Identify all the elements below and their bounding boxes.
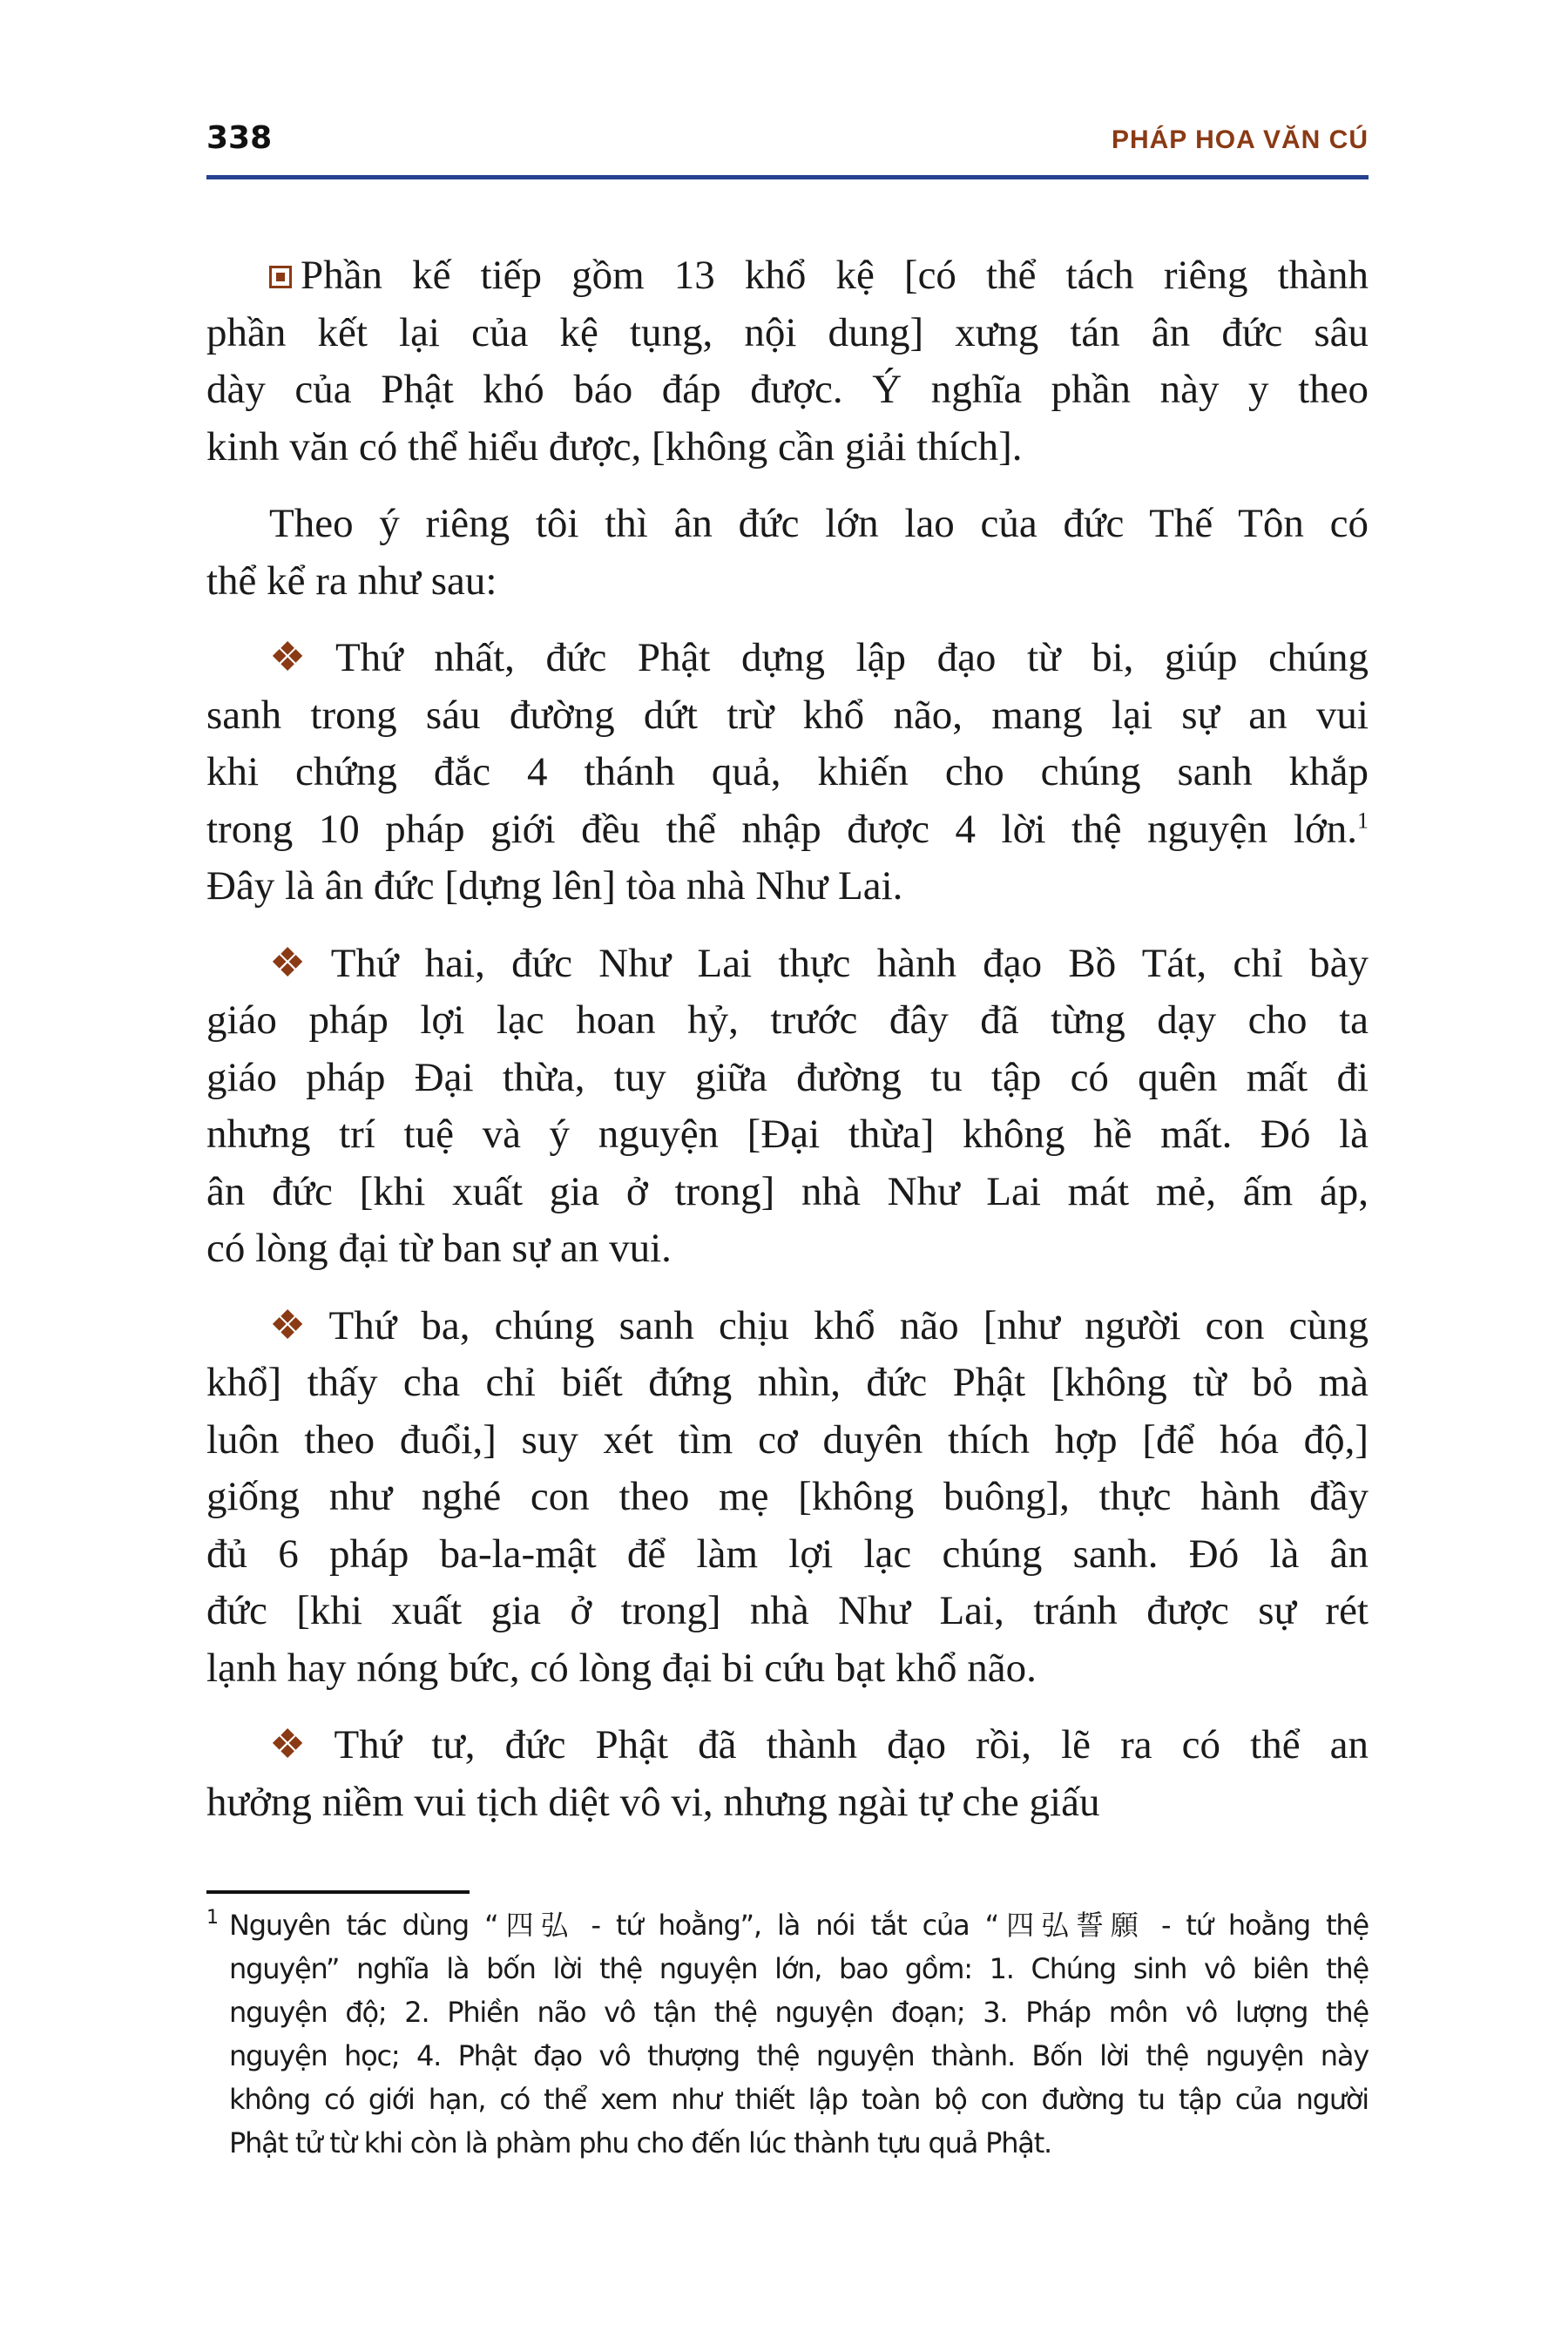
line-text: có lòng đại từ ban sự an vui.	[206, 1226, 672, 1271]
diamond-bullet-icon: ❖	[269, 635, 327, 680]
line-text: nhưng trí tuệ và ý nguyện [Đại thừa] không hề mất. Đó là	[206, 1112, 1369, 1157]
line-text: Thứ ba, chúng sanh chịu khổ não [như người con cùng	[328, 1302, 1369, 1348]
text-line	[206, 630, 1369, 687]
text-line	[206, 1164, 1369, 1221]
paragraph	[206, 496, 1369, 610]
text-line	[206, 1583, 1369, 1640]
header-rule	[206, 175, 1369, 179]
footnote-line: nguyện học; 4. Phật đạo vô thượng thệ nguyện thành. Bốn lời thệ nguyện này	[229, 2039, 1369, 2072]
body-text	[206, 247, 1369, 1851]
line-text: Thứ nhất, đức Phật dựng lập đạo từ bi, giúp chúng	[335, 635, 1369, 680]
text-line	[206, 553, 1369, 611]
line-text: đức [khi xuất gia ở trong] nhà Như Lai, tránh được sự rét	[206, 1588, 1369, 1633]
line-text: dày của Phật khó báo đáp được. Ý nghĩa phần này y theo	[206, 367, 1369, 412]
text-line	[206, 247, 1369, 305]
line-text: Đây là ân đức [dựng lên] tòa nhà Như Lai.	[206, 863, 903, 909]
line-text: sanh trong sáu đường dứt trừ khổ não, mang lại sự an vui	[206, 692, 1369, 738]
page-number: 338	[206, 120, 273, 156]
text-line	[206, 1717, 1369, 1774]
line-text: đủ 6 pháp ba-la-mật để làm lợi lạc chúng sanh. Đó là ân	[206, 1531, 1369, 1577]
text-line	[206, 1774, 1369, 1832]
running-title: PHÁP HOA VĂN CÚ	[1111, 125, 1369, 154]
text-line	[206, 1355, 1369, 1412]
text-line	[206, 687, 1369, 745]
text-line	[206, 419, 1369, 476]
line-text: Phần kế tiếp gồm 13 khổ kệ [có thể tách riêng thành	[301, 253, 1369, 298]
text-line	[206, 858, 1369, 916]
footnote-separator	[206, 1890, 470, 1894]
text-line	[206, 1106, 1369, 1164]
line-text: Thứ tư, đức Phật đã thành đạo rồi, lẽ ra có thể an	[334, 1722, 1369, 1767]
text-line	[206, 1469, 1369, 1526]
text-line	[206, 1526, 1369, 1584]
line-text: giáo pháp lợi lạc hoan hỷ, trước đây đã từng dạy cho ta	[206, 997, 1369, 1043]
text-line	[206, 992, 1369, 1050]
text-line	[206, 801, 1369, 859]
paragraph	[206, 247, 1369, 476]
footnote	[206, 1903, 1369, 2165]
line-text: khổ] thấy cha chỉ biết đứng nhìn, đức Phật [không từ bỏ mà	[206, 1360, 1369, 1405]
text-line	[206, 936, 1369, 993]
text-line	[206, 362, 1369, 419]
line-text: giống như nghé con theo mẹ [không buông], thực hành đầy	[206, 1474, 1369, 1519]
diamond-bullet-icon: ❖	[269, 1302, 321, 1348]
text-line	[206, 1640, 1369, 1698]
diamond-bullet-icon: ❖	[269, 940, 322, 986]
footnote-line: nguyện độ; 2. Phiền não vô tận thệ nguyện đoạn; 3. Pháp môn vô lượng thệ	[229, 1996, 1369, 2029]
line-text: luôn theo đuổi,] suy xét tìm cơ duyên thích hợp [để hóa độ,]	[206, 1416, 1369, 1463]
line-text: khi chứng đắc 4 thánh quả, khiến cho chúng sanh khắp	[206, 749, 1369, 794]
text-line	[206, 1220, 1369, 1278]
line-text: giáo pháp Đại thừa, tuy giữa đường tu tập có quên mất đi	[206, 1054, 1369, 1100]
footnote-line: Nguyên tác dùng “四弘 - tứ hoằng”, là nói tắt của “四弘誓願 - tứ hoằng thệ	[229, 1909, 1369, 1942]
text-line	[206, 1412, 1369, 1470]
footnote-ref[interactable]: 1	[1357, 807, 1369, 833]
text-line	[206, 496, 1369, 553]
line-text: kinh văn có thể hiểu được, [không cần giải thích].	[206, 423, 1023, 470]
square-bullet-icon	[269, 266, 292, 288]
line-text: Thứ hai, đức Như Lai thực hành đạo Bồ Tát, chỉ bày	[330, 940, 1369, 986]
text-line	[206, 744, 1369, 801]
footnote-line: nguyện” nghĩa là bốn lời thệ nguyện lớn, bao gồm: 1. Chúng sinh vô biên thệ	[229, 1952, 1369, 1985]
footnote-line: không có giới hạn, có thể xem như thiết lập toàn bộ con đường tu tập của người	[229, 2083, 1369, 2116]
paragraph	[206, 936, 1369, 1278]
paragraph	[206, 1717, 1369, 1831]
diamond-bullet-icon: ❖	[269, 1722, 326, 1767]
footnote-line: Phật tử từ khi còn là phàm phu cho đến lúc thành tựu quả Phật.	[229, 2126, 1052, 2159]
line-text: Theo ý riêng tôi thì ân đức lớn lao của đức Thế Tôn có	[269, 501, 1369, 546]
text-line	[206, 305, 1369, 362]
line-text: trong 10 pháp giới đều thể nhập được 4 lời thệ nguyện lớn.	[206, 806, 1357, 852]
line-text: phần kết lại của kệ tụng, nội dung] xưng tán ân đức sâu	[206, 309, 1369, 355]
line-text: lạnh hay nóng bức, có lòng đại bi cứu bạt khổ não.	[206, 1645, 1037, 1691]
footnote-mark: 1	[206, 1907, 218, 1929]
text-line	[206, 1050, 1369, 1107]
line-text: ân đức [khi xuất gia ở trong] nhà Như Lai mát mẻ, ấm áp,	[206, 1168, 1369, 1214]
line-text: hưởng niềm vui tịch diệt vô vi, nhưng ngài tự che giấu	[206, 1779, 1100, 1825]
line-text: thể kể ra như sau:	[206, 558, 497, 604]
text-line	[206, 1298, 1369, 1355]
paragraph	[206, 1298, 1369, 1698]
paragraph	[206, 630, 1369, 916]
page-header	[206, 120, 1369, 164]
